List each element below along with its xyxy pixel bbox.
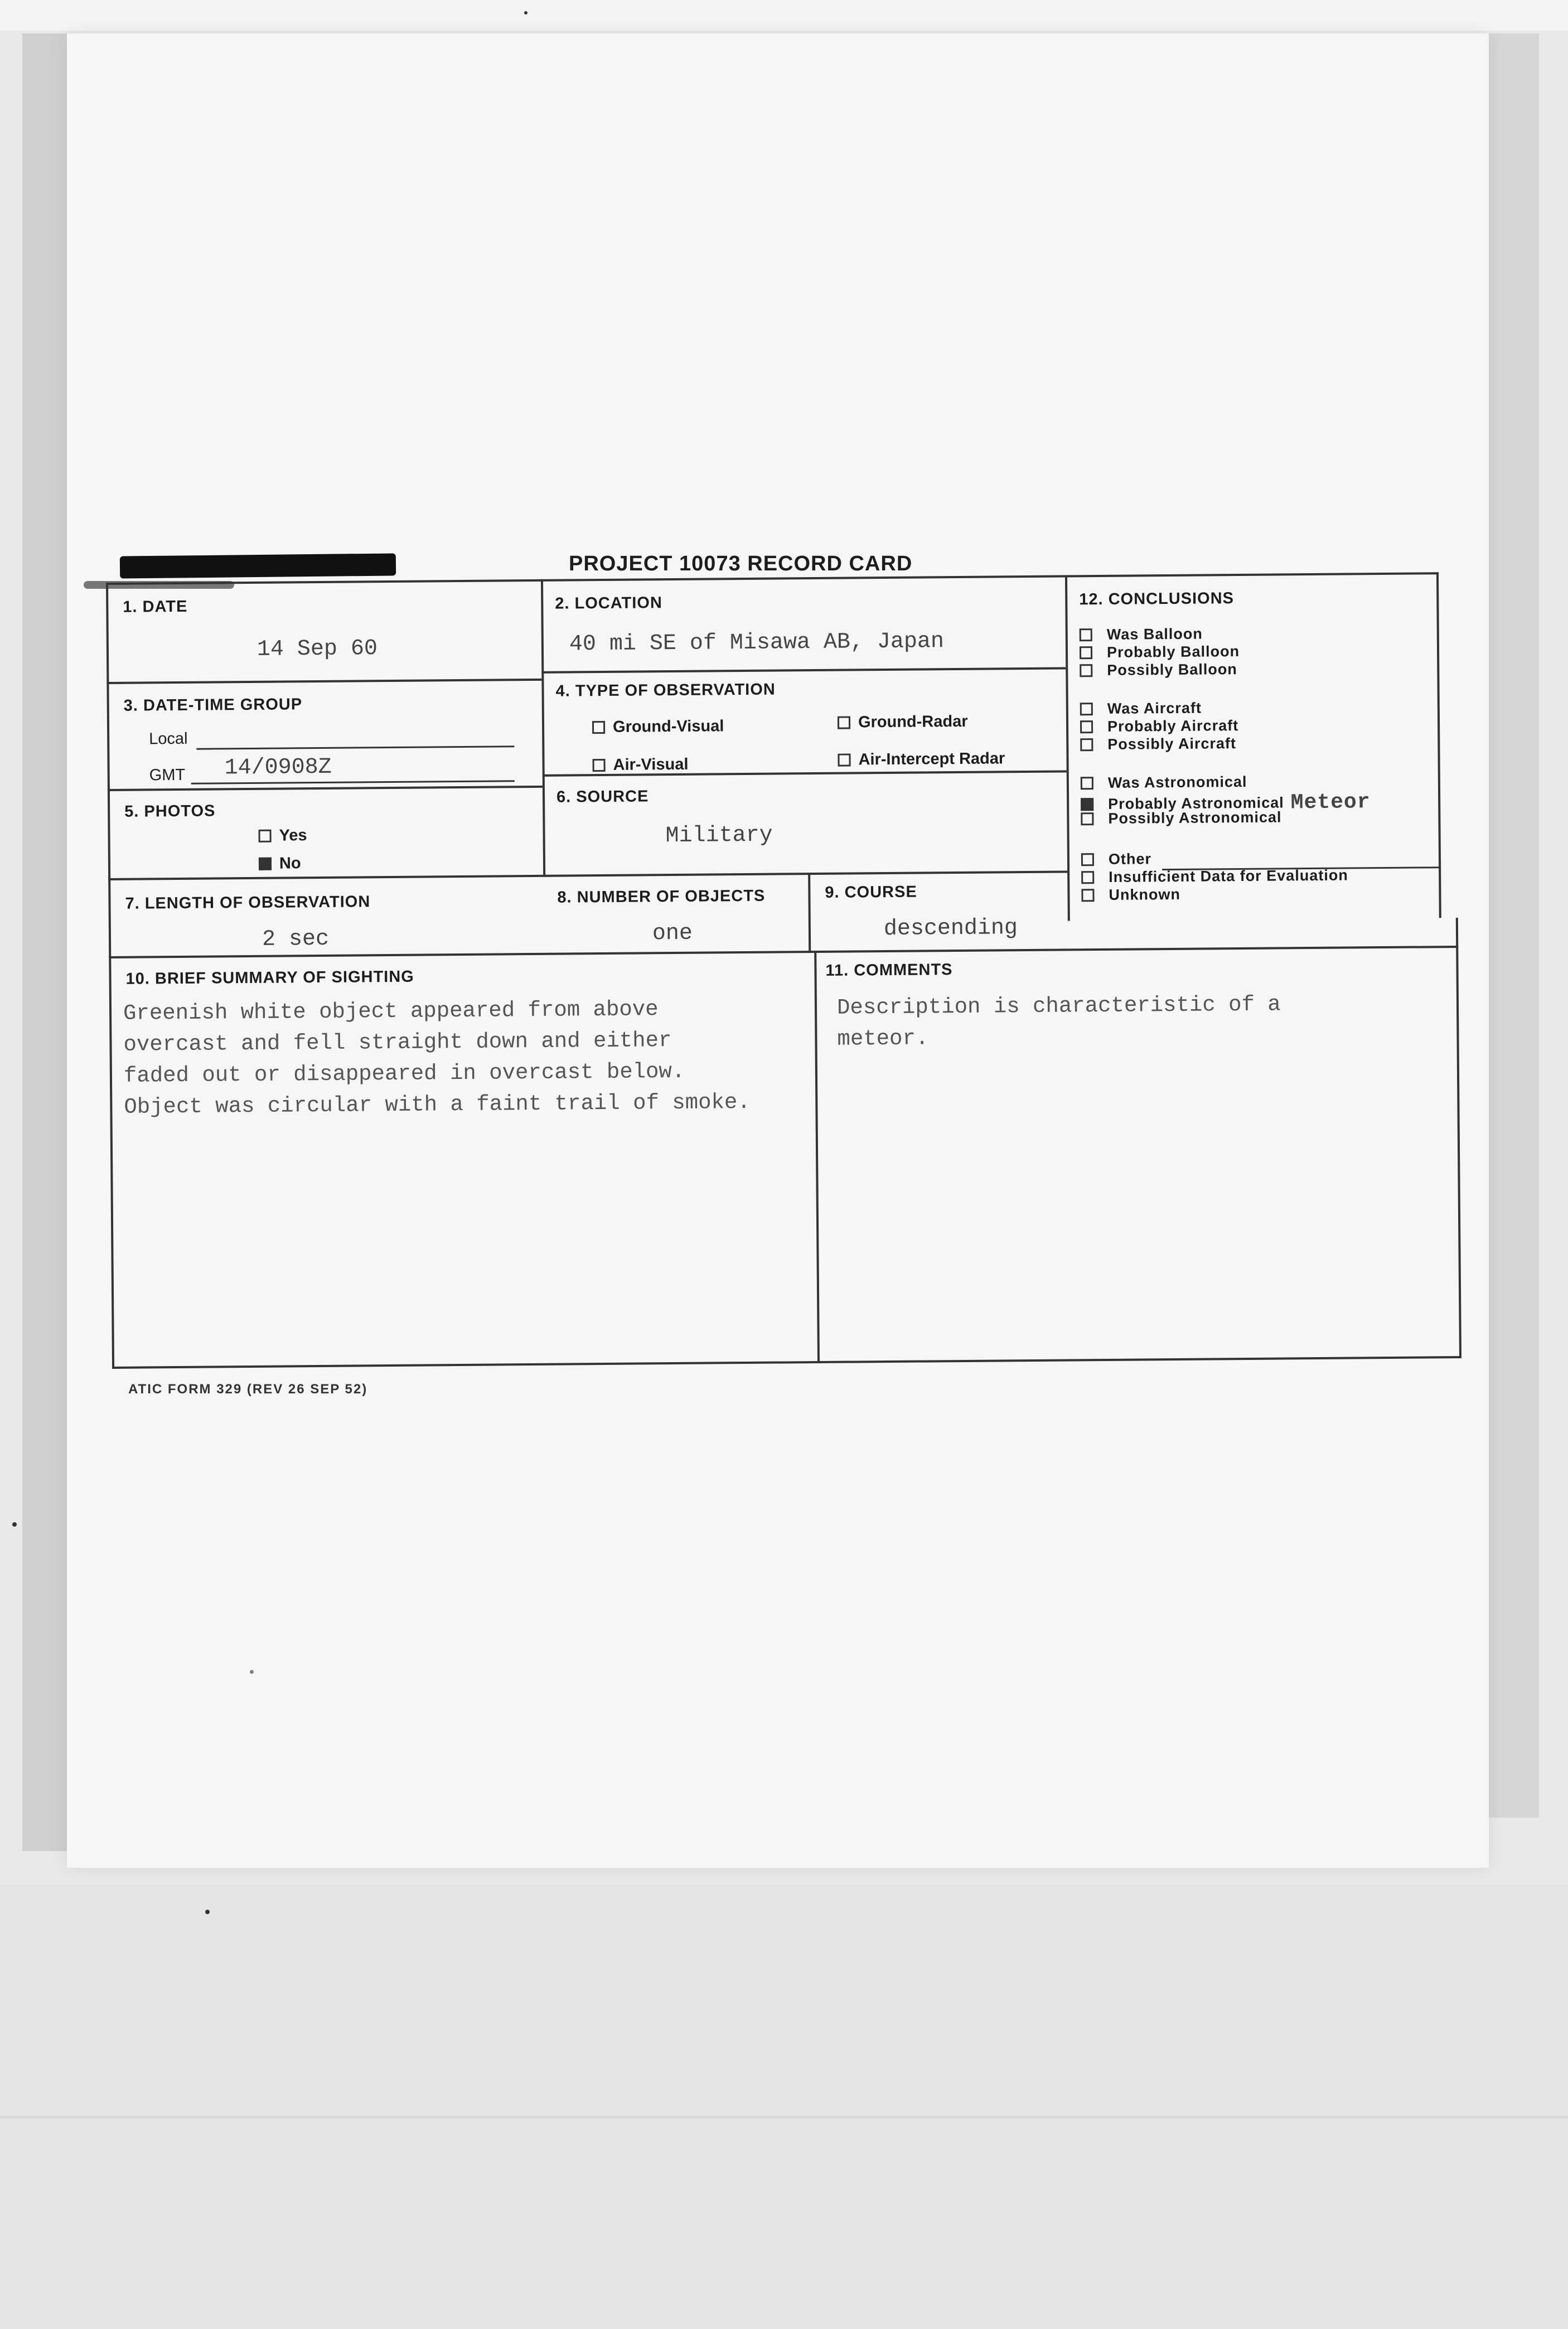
course-value: descending xyxy=(883,916,1018,942)
gmt-underline xyxy=(191,780,515,785)
divider-col-1 xyxy=(541,579,545,875)
source-value: Military xyxy=(665,822,773,849)
conclusion-checkbox xyxy=(1080,703,1093,715)
location-label: 2. LOCATION xyxy=(555,594,662,613)
option-air-intercept-radar xyxy=(838,749,1005,769)
conclusion-item: Unknown xyxy=(1081,886,1180,904)
checkbox-photos-no-checked xyxy=(259,858,272,870)
summary-label: 10. BRIEF SUMMARY OF SIGHTING xyxy=(125,967,414,988)
checkbox-ground-visual xyxy=(592,721,605,734)
film-bottom-margin xyxy=(0,1885,1568,2329)
summary-line: overcast and fell straight down and either xyxy=(123,1028,672,1057)
conclusion-checkbox xyxy=(1081,853,1094,866)
location-value: 40 mi SE of Misawa AB, Japan xyxy=(569,629,945,657)
number-of-objects-label: 8. NUMBER OF OBJECTS xyxy=(557,887,766,907)
option-photos-yes-label: Yes xyxy=(279,826,307,845)
conclusion-item-other: Other xyxy=(1081,850,1151,868)
summary-line: Object was circular with a faint trail of smoke. xyxy=(124,1090,751,1120)
conclusion-checkbox xyxy=(1080,738,1093,751)
length-of-observation-value: 2 sec xyxy=(262,926,330,952)
divider-row-2a xyxy=(108,786,543,791)
film-speck xyxy=(12,1522,17,1527)
conclusion-item: Probably Aircraft xyxy=(1080,717,1238,735)
form-id: ATIC FORM 329 (REV 26 SEP 52) xyxy=(128,1382,368,1397)
option-ground-radar-label: Ground-Radar xyxy=(858,712,968,732)
conclusion-item: Insufficient Data for Evaluation xyxy=(1081,867,1348,887)
film-speck xyxy=(524,11,527,14)
summary-line: faded out or disappeared in overcast below. xyxy=(123,1059,685,1088)
option-photos-no xyxy=(259,854,301,873)
conclusion-checkbox xyxy=(1081,777,1093,790)
comments-line: Description is characteristic of a xyxy=(836,992,1281,1020)
summary-line: Greenish white object appeared from above xyxy=(123,997,659,1026)
card-title: PROJECT 10073 RECORD CARD xyxy=(569,552,913,575)
conclusion-checkbox-checked xyxy=(1081,798,1093,811)
local-underline xyxy=(196,745,514,749)
film-band xyxy=(0,2116,1568,2118)
conclusion-checkbox xyxy=(1080,664,1092,677)
conclusion-checkbox xyxy=(1081,871,1094,884)
checkbox-photos-yes xyxy=(258,830,271,842)
checkbox-air-visual xyxy=(593,759,606,772)
redaction-bar xyxy=(120,553,396,578)
option-air-intercept-radar-label: Air-Intercept Radar xyxy=(858,749,1005,769)
divider-row-1a xyxy=(107,679,541,684)
length-of-observation-label: 7. LENGTH OF OBSERVATION xyxy=(125,893,371,913)
date-label: 1. DATE xyxy=(123,597,188,616)
divider-row-1b xyxy=(541,667,1066,673)
conclusion-checkbox xyxy=(1081,889,1094,902)
option-air-visual xyxy=(592,756,688,774)
comments-text xyxy=(837,989,1281,1054)
comments-label: 11. COMMENTS xyxy=(825,961,953,980)
option-ground-visual-label: Ground-Visual xyxy=(612,717,724,736)
conclusion-item: Was Astronomical xyxy=(1081,773,1247,792)
conclusion-checkbox xyxy=(1081,812,1093,825)
conclusion-item: Was Balloon xyxy=(1080,626,1203,644)
conclusion-checkbox xyxy=(1080,628,1092,641)
gmt-value: 14/0908Z xyxy=(224,754,332,781)
date-time-group-label: 3. DATE-TIME GROUP xyxy=(123,695,303,715)
comments-line: meteor. xyxy=(837,1026,929,1052)
conclusion-item-checked: Probably Astronomical Meteor xyxy=(1081,790,1371,816)
gmt-label: GMT xyxy=(149,766,186,785)
date-value: 14 Sep 60 xyxy=(257,636,378,662)
summary-text xyxy=(123,993,751,1123)
conclusion-item: Probably Balloon xyxy=(1080,643,1240,661)
checkbox-ground-radar xyxy=(838,716,850,729)
option-photos-no-label: No xyxy=(279,854,301,873)
conclusion-checkbox xyxy=(1080,646,1092,659)
film-speck xyxy=(250,1670,254,1674)
conclusions-label: 12. CONCLUSIONS xyxy=(1079,589,1235,609)
conclusion-item: Possibly Aircraft xyxy=(1080,735,1236,753)
option-photos-yes xyxy=(258,826,307,845)
course-label: 9. COURSE xyxy=(825,883,917,902)
divider-col-2 xyxy=(1065,575,1070,921)
card-border-bottom xyxy=(112,1356,1461,1369)
record-card xyxy=(106,572,1461,1380)
conclusion-checkbox xyxy=(1080,720,1093,733)
conclusion-item: Possibly Astronomical xyxy=(1081,808,1281,827)
type-of-observation-label: 4. TYPE OF OBSERVATION xyxy=(555,680,776,700)
number-of-objects-value: one xyxy=(652,921,693,947)
film-speck xyxy=(205,1910,210,1914)
film-top-edge xyxy=(0,0,1568,31)
option-air-visual-label: Air-Visual xyxy=(613,755,689,774)
conclusion-annotation: Meteor xyxy=(1290,790,1371,815)
checkbox-air-intercept-radar xyxy=(838,754,850,767)
option-ground-radar xyxy=(838,713,968,732)
photos-label: 5. PHOTOS xyxy=(124,802,216,821)
local-label: Local xyxy=(149,729,188,748)
divider-row-3 xyxy=(108,870,1067,880)
conclusion-item: Possibly Balloon xyxy=(1080,661,1237,679)
divider-summary xyxy=(814,951,820,1363)
option-ground-visual xyxy=(592,717,724,737)
source-label: 6. SOURCE xyxy=(556,787,649,806)
conclusion-item: Was Aircraft xyxy=(1080,700,1202,718)
divider-col-3 xyxy=(808,873,811,951)
